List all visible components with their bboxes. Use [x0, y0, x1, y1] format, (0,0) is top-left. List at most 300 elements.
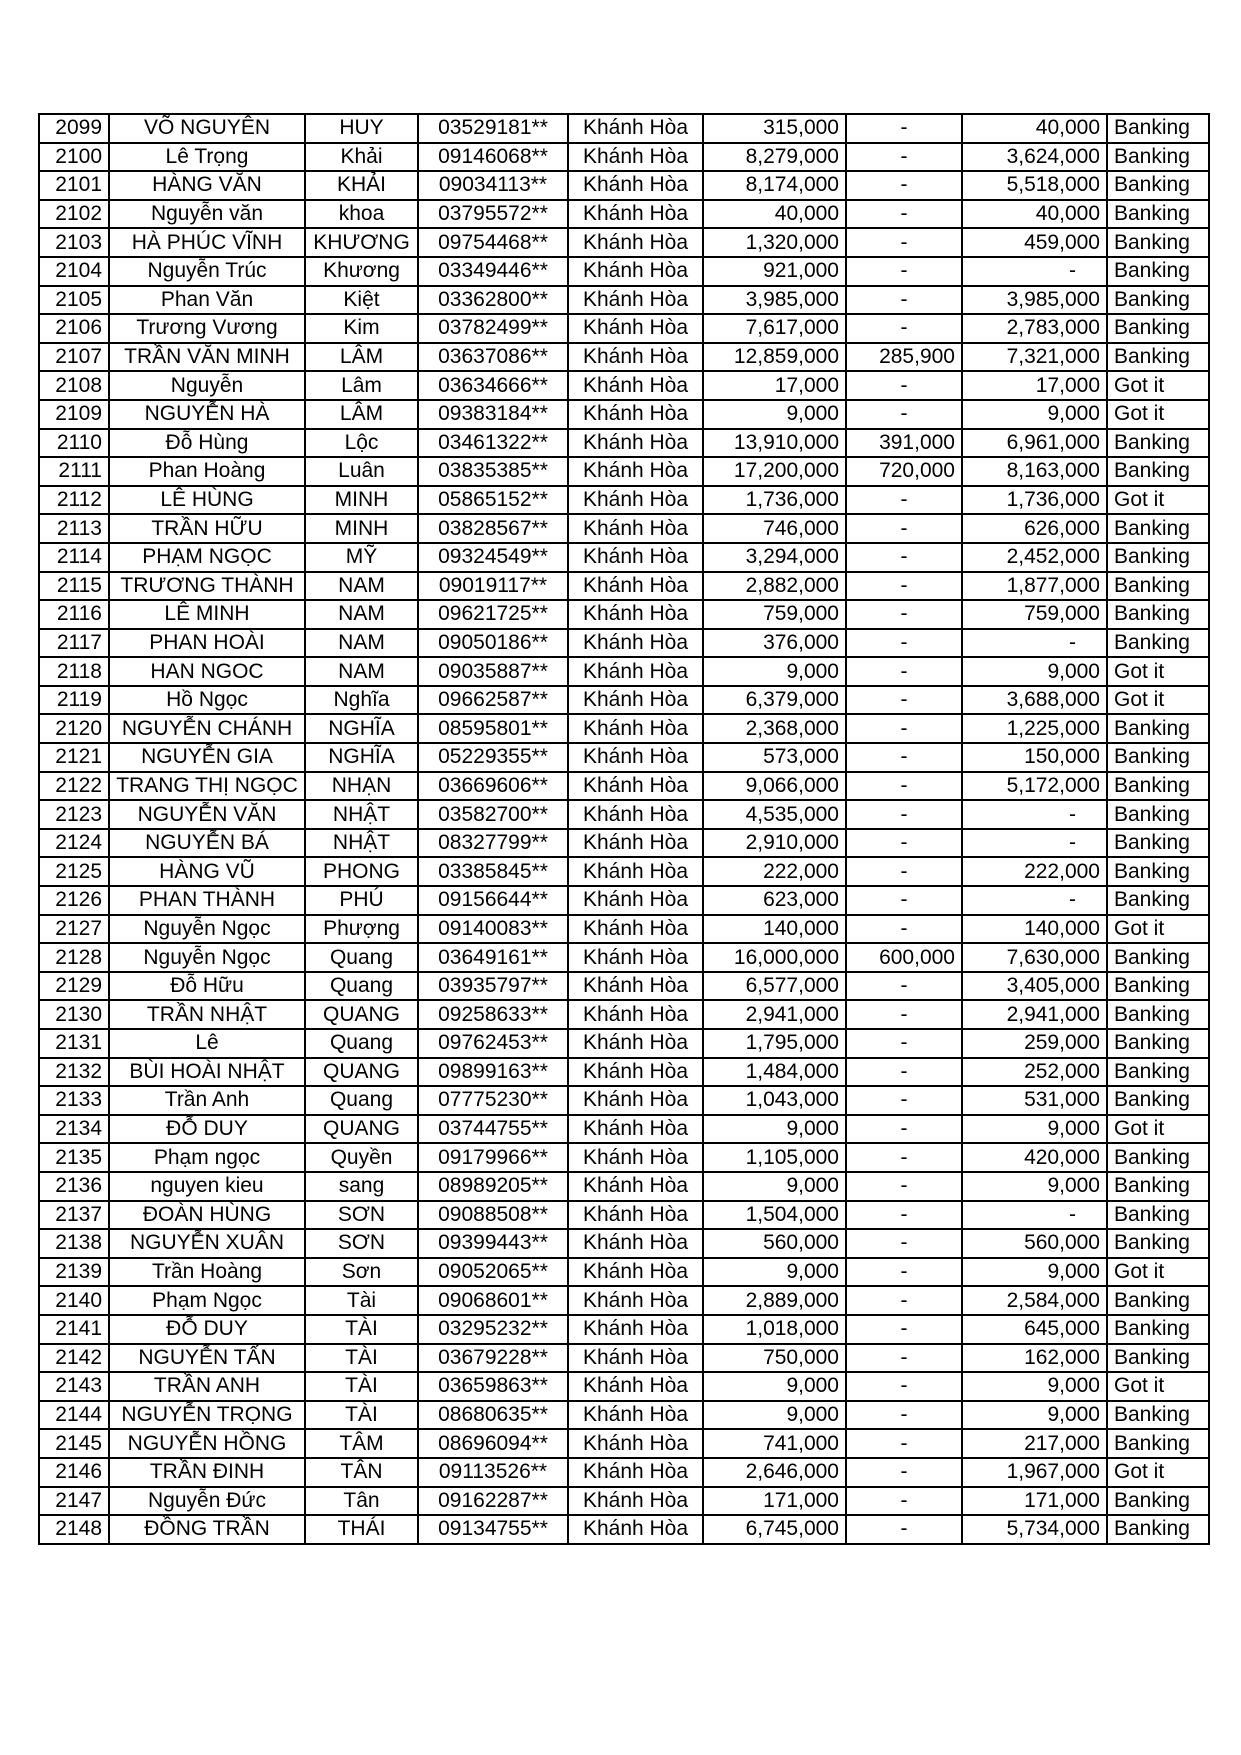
table-row [39, 972, 1209, 1001]
province-cell: Khánh Hòa [568, 915, 703, 944]
fee-cell: - [846, 200, 962, 229]
row-number-cell: 2125 [39, 857, 109, 886]
amount-cell: 9,000 [703, 1258, 846, 1287]
table-row [39, 1115, 1209, 1144]
row-number-cell: 2140 [39, 1286, 109, 1315]
fee-cell: - [846, 257, 962, 286]
phone-cell: 08696094** [418, 1429, 568, 1458]
table-row [39, 314, 1209, 343]
last-name-cell: VÕ NGUYÊN [109, 114, 305, 143]
last-name-cell: Lê Trọng [109, 143, 305, 172]
fee-cell: - [846, 1487, 962, 1516]
province-cell: Khánh Hòa [568, 1372, 703, 1401]
last-name-cell: Nguyễn Trúc [109, 257, 305, 286]
table-row [39, 800, 1209, 829]
first-name-cell: Quang [305, 972, 418, 1001]
fee-cell: - [846, 886, 962, 915]
row-number-cell: 2110 [39, 429, 109, 458]
phone-cell: 09156644** [418, 886, 568, 915]
payment-method-cell: Got it [1107, 1115, 1209, 1144]
amount-cell: 759,000 [703, 600, 846, 629]
first-name-cell: QUANG [305, 1000, 418, 1029]
last-name-cell: NGUYỄN TRỌNG [109, 1401, 305, 1430]
row-number-cell: 2148 [39, 1515, 109, 1544]
table-row [39, 657, 1209, 686]
table-row [39, 1258, 1209, 1287]
province-cell: Khánh Hòa [568, 429, 703, 458]
first-name-cell: NAM [305, 600, 418, 629]
payment-method-cell: Got it [1107, 915, 1209, 944]
table-row [39, 686, 1209, 715]
phone-cell: 09399443** [418, 1229, 568, 1258]
province-cell: Khánh Hòa [568, 400, 703, 429]
province-cell: Khánh Hòa [568, 1000, 703, 1029]
first-name-cell: NAM [305, 629, 418, 658]
paid-amount-cell: 9,000 [962, 1172, 1107, 1201]
phone-cell: 05865152** [418, 486, 568, 515]
fee-cell: - [846, 543, 962, 572]
table-row [39, 943, 1209, 972]
paid-amount-cell: 9,000 [962, 1372, 1107, 1401]
payment-method-cell: Got it [1107, 1458, 1209, 1487]
fee-cell: - [846, 1000, 962, 1029]
table-row [39, 228, 1209, 257]
row-number-cell: 2123 [39, 800, 109, 829]
payment-method-cell: Banking [1107, 1229, 1209, 1258]
first-name-cell: NHẬT [305, 829, 418, 858]
paid-amount-cell: 645,000 [962, 1315, 1107, 1344]
phone-cell: 09146068** [418, 143, 568, 172]
first-name-cell: MINH [305, 486, 418, 515]
amount-cell: 3,985,000 [703, 286, 846, 315]
paid-amount-cell: 2,783,000 [962, 314, 1107, 343]
province-cell: Khánh Hòa [568, 371, 703, 400]
row-number-cell: 2124 [39, 829, 109, 858]
payment-method-cell: Banking [1107, 429, 1209, 458]
payment-method-cell: Banking [1107, 343, 1209, 372]
table-row [39, 114, 1209, 143]
last-name-cell: Nguyễn Đức [109, 1487, 305, 1516]
first-name-cell: NGHĨA [305, 714, 418, 743]
province-cell: Khánh Hòa [568, 743, 703, 772]
first-name-cell: NHẬT [305, 800, 418, 829]
phone-cell: 03385845** [418, 857, 568, 886]
fee-cell: - [846, 1201, 962, 1230]
amount-cell: 2,368,000 [703, 714, 846, 743]
amount-cell: 1,043,000 [703, 1086, 846, 1115]
last-name-cell: Phan Hoàng [109, 457, 305, 486]
first-name-cell: TÀI [305, 1401, 418, 1430]
phone-cell: 09068601** [418, 1286, 568, 1315]
fee-cell: - [846, 743, 962, 772]
phone-cell: 03795572** [418, 200, 568, 229]
fee-cell: - [846, 171, 962, 200]
first-name-cell: SƠN [305, 1229, 418, 1258]
fee-cell: - [846, 1143, 962, 1172]
province-cell: Khánh Hòa [568, 972, 703, 1001]
phone-cell: 09019117** [418, 572, 568, 601]
last-name-cell: HÀNG VĂN [109, 171, 305, 200]
row-number-cell: 2102 [39, 200, 109, 229]
first-name-cell: PHÚ [305, 886, 418, 915]
paid-amount-cell: 7,630,000 [962, 943, 1107, 972]
first-name-cell: Quang [305, 943, 418, 972]
payment-method-cell: Got it [1107, 400, 1209, 429]
paid-amount-cell: 6,961,000 [962, 429, 1107, 458]
table-row [39, 915, 1209, 944]
payment-method-cell: Banking [1107, 314, 1209, 343]
row-number-cell: 2133 [39, 1086, 109, 1115]
fee-cell: - [846, 286, 962, 315]
first-name-cell: Khương [305, 257, 418, 286]
amount-cell: 9,000 [703, 1115, 846, 1144]
fee-cell: - [846, 1515, 962, 1544]
province-cell: Khánh Hòa [568, 657, 703, 686]
province-cell: Khánh Hòa [568, 1515, 703, 1544]
amount-cell: 921,000 [703, 257, 846, 286]
last-name-cell: ĐỒNG TRẦN [109, 1515, 305, 1544]
amount-cell: 9,000 [703, 1401, 846, 1430]
fee-cell: 391,000 [846, 429, 962, 458]
last-name-cell: Phạm ngọc [109, 1143, 305, 1172]
amount-cell: 171,000 [703, 1487, 846, 1516]
last-name-cell: TRƯƠNG THÀNH [109, 572, 305, 601]
table-row [39, 1086, 1209, 1115]
amount-cell: 7,617,000 [703, 314, 846, 343]
amount-cell: 2,646,000 [703, 1458, 846, 1487]
row-number-cell: 2100 [39, 143, 109, 172]
paid-amount-cell: 1,877,000 [962, 572, 1107, 601]
row-number-cell: 2141 [39, 1315, 109, 1344]
fee-cell: - [846, 514, 962, 543]
province-cell: Khánh Hòa [568, 629, 703, 658]
phone-cell: 09134755** [418, 1515, 568, 1544]
amount-cell: 560,000 [703, 1229, 846, 1258]
amount-cell: 9,000 [703, 657, 846, 686]
first-name-cell: TÀI [305, 1372, 418, 1401]
last-name-cell: TRANG THỊ NGỌC [109, 772, 305, 801]
last-name-cell: TRẦN HỮU [109, 514, 305, 543]
first-name-cell: TÂN [305, 1458, 418, 1487]
payment-method-cell: Banking [1107, 114, 1209, 143]
last-name-cell: Nguyễn Ngọc [109, 943, 305, 972]
last-name-cell: ĐỖ DUY [109, 1115, 305, 1144]
fee-cell: 600,000 [846, 943, 962, 972]
phone-cell: 03744755** [418, 1115, 568, 1144]
last-name-cell: Trần Anh [109, 1086, 305, 1115]
row-number-cell: 2099 [39, 114, 109, 143]
first-name-cell: NAM [305, 572, 418, 601]
fee-cell: - [846, 972, 962, 1001]
row-number-cell: 2104 [39, 257, 109, 286]
last-name-cell: Nguyễn văn [109, 200, 305, 229]
table-row [39, 629, 1209, 658]
phone-cell: 09035887** [418, 657, 568, 686]
paid-amount-cell: 2,584,000 [962, 1286, 1107, 1315]
phone-cell: 03835385** [418, 457, 568, 486]
row-number-cell: 2127 [39, 915, 109, 944]
paid-amount-cell: 222,000 [962, 857, 1107, 886]
province-cell: Khánh Hòa [568, 228, 703, 257]
province-cell: Khánh Hòa [568, 1344, 703, 1373]
row-number-cell: 2130 [39, 1000, 109, 1029]
payment-method-cell: Banking [1107, 1029, 1209, 1058]
phone-cell: 03649161** [418, 943, 568, 972]
last-name-cell: Phan Văn [109, 286, 305, 315]
province-cell: Khánh Hòa [568, 343, 703, 372]
amount-cell: 12,859,000 [703, 343, 846, 372]
last-name-cell: TRẦN VĂN MINH [109, 343, 305, 372]
phone-cell: 03582700** [418, 800, 568, 829]
last-name-cell: LÊ MINH [109, 600, 305, 629]
last-name-cell: Nguyễn Ngọc [109, 915, 305, 944]
phone-cell: 09088508** [418, 1201, 568, 1230]
payment-method-cell: Banking [1107, 829, 1209, 858]
row-number-cell: 2121 [39, 743, 109, 772]
province-cell: Khánh Hòa [568, 1029, 703, 1058]
last-name-cell: Đỗ Hữu [109, 972, 305, 1001]
paid-amount-cell: 626,000 [962, 514, 1107, 543]
fee-cell: - [846, 1172, 962, 1201]
phone-cell: 09754468** [418, 228, 568, 257]
fee-cell: - [846, 228, 962, 257]
row-number-cell: 2126 [39, 886, 109, 915]
row-number-cell: 2135 [39, 1143, 109, 1172]
phone-cell: 09052065** [418, 1258, 568, 1287]
phone-cell: 03679228** [418, 1344, 568, 1373]
phone-cell: 09383184** [418, 400, 568, 429]
phone-cell: 09034113** [418, 171, 568, 200]
first-name-cell: Nghĩa [305, 686, 418, 715]
last-name-cell: Đỗ Hùng [109, 429, 305, 458]
first-name-cell: Sơn [305, 1258, 418, 1287]
paid-amount-cell: 3,624,000 [962, 143, 1107, 172]
amount-cell: 1,484,000 [703, 1058, 846, 1087]
amount-cell: 222,000 [703, 857, 846, 886]
row-number-cell: 2111 [39, 457, 109, 486]
row-number-cell: 2138 [39, 1229, 109, 1258]
province-cell: Khánh Hòa [568, 1201, 703, 1230]
first-name-cell: Lộc [305, 429, 418, 458]
first-name-cell: HUY [305, 114, 418, 143]
paid-amount-cell: 459,000 [962, 228, 1107, 257]
paid-amount-cell: 3,688,000 [962, 686, 1107, 715]
payment-method-cell: Banking [1107, 543, 1209, 572]
phone-cell: 05229355** [418, 743, 568, 772]
payment-method-cell: Banking [1107, 1401, 1209, 1430]
fee-cell: - [846, 772, 962, 801]
province-cell: Khánh Hòa [568, 457, 703, 486]
table-row [39, 1000, 1209, 1029]
province-cell: Khánh Hòa [568, 1115, 703, 1144]
row-number-cell: 2108 [39, 371, 109, 400]
paid-amount-cell: 150,000 [962, 743, 1107, 772]
province-cell: Khánh Hòa [568, 314, 703, 343]
fee-cell: - [846, 1029, 962, 1058]
first-name-cell: Phượng [305, 915, 418, 944]
first-name-cell: TÀI [305, 1344, 418, 1373]
province-cell: Khánh Hòa [568, 1487, 703, 1516]
payment-method-cell: Banking [1107, 972, 1209, 1001]
first-name-cell: NAM [305, 657, 418, 686]
province-cell: Khánh Hòa [568, 1429, 703, 1458]
phone-cell: 03782499** [418, 314, 568, 343]
row-number-cell: 2143 [39, 1372, 109, 1401]
paid-amount-cell: 2,941,000 [962, 1000, 1107, 1029]
first-name-cell: Lâm [305, 371, 418, 400]
first-name-cell: NGHĨA [305, 743, 418, 772]
row-number-cell: 2128 [39, 943, 109, 972]
table-row [39, 600, 1209, 629]
table-row [39, 1487, 1209, 1516]
last-name-cell: TRẦN ĐINH [109, 1458, 305, 1487]
paid-amount-cell: 9,000 [962, 1258, 1107, 1287]
amount-cell: 1,795,000 [703, 1029, 846, 1058]
phone-cell: 09179966** [418, 1143, 568, 1172]
phone-cell: 09899163** [418, 1058, 568, 1087]
first-name-cell: Quang [305, 1086, 418, 1115]
province-cell: Khánh Hòa [568, 486, 703, 515]
table-row [39, 200, 1209, 229]
paid-amount-cell: 1,736,000 [962, 486, 1107, 515]
row-number-cell: 2142 [39, 1344, 109, 1373]
payment-method-cell: Got it [1107, 1258, 1209, 1287]
table-row [39, 1401, 1209, 1430]
payment-method-cell: Banking [1107, 600, 1209, 629]
first-name-cell: Tài [305, 1286, 418, 1315]
province-cell: Khánh Hòa [568, 200, 703, 229]
paid-amount-cell: 259,000 [962, 1029, 1107, 1058]
table-row [39, 1315, 1209, 1344]
paid-amount-cell: 217,000 [962, 1429, 1107, 1458]
row-number-cell: 2145 [39, 1429, 109, 1458]
last-name-cell: PHAN HOÀI [109, 629, 305, 658]
paid-amount-cell: 2,452,000 [962, 543, 1107, 572]
phone-cell: 03637086** [418, 343, 568, 372]
paid-amount-cell: 171,000 [962, 1487, 1107, 1516]
province-cell: Khánh Hòa [568, 800, 703, 829]
phone-cell: 09662587** [418, 686, 568, 715]
amount-cell: 2,882,000 [703, 572, 846, 601]
paid-amount-cell: 9,000 [962, 400, 1107, 429]
phone-cell: 09113526** [418, 1458, 568, 1487]
row-number-cell: 2122 [39, 772, 109, 801]
paid-amount-cell: 162,000 [962, 1344, 1107, 1373]
first-name-cell: Kim [305, 314, 418, 343]
last-name-cell: Hồ Ngọc [109, 686, 305, 715]
fee-cell: - [846, 1315, 962, 1344]
table-row [39, 1143, 1209, 1172]
paid-amount-cell: 17,000 [962, 371, 1107, 400]
first-name-cell: NHẠN [305, 772, 418, 801]
row-number-cell: 2132 [39, 1058, 109, 1087]
payment-method-cell: Got it [1107, 486, 1209, 515]
paid-amount-cell: 7,321,000 [962, 343, 1107, 372]
amount-cell: 2,889,000 [703, 1286, 846, 1315]
last-name-cell: Phạm Ngọc [109, 1286, 305, 1315]
last-name-cell: TRẦN ANH [109, 1372, 305, 1401]
province-cell: Khánh Hòa [568, 600, 703, 629]
fee-cell: - [846, 829, 962, 858]
first-name-cell: Khải [305, 143, 418, 172]
phone-cell: 03634666** [418, 371, 568, 400]
payment-method-cell: Banking [1107, 743, 1209, 772]
province-cell: Khánh Hòa [568, 857, 703, 886]
phone-cell: 03935797** [418, 972, 568, 1001]
payment-method-cell: Banking [1107, 143, 1209, 172]
province-cell: Khánh Hòa [568, 257, 703, 286]
payment-method-cell: Banking [1107, 228, 1209, 257]
province-cell: Khánh Hòa [568, 886, 703, 915]
table-row [39, 257, 1209, 286]
phone-cell: 08595801** [418, 714, 568, 743]
province-cell: Khánh Hòa [568, 1258, 703, 1287]
fee-cell: - [846, 686, 962, 715]
fee-cell: - [846, 114, 962, 143]
fee-cell: - [846, 1086, 962, 1115]
last-name-cell: LÊ HÙNG [109, 486, 305, 515]
last-name-cell: HÀNG VŨ [109, 857, 305, 886]
paid-amount-cell: 5,518,000 [962, 171, 1107, 200]
first-name-cell: MINH [305, 514, 418, 543]
paid-amount-cell: 140,000 [962, 915, 1107, 944]
payment-method-cell: Banking [1107, 1315, 1209, 1344]
amount-cell: 741,000 [703, 1429, 846, 1458]
last-name-cell: PHẠM NGỌC [109, 543, 305, 572]
payment-method-cell: Banking [1107, 1487, 1209, 1516]
row-number-cell: 2136 [39, 1172, 109, 1201]
last-name-cell: BÙI HOÀI NHẬT [109, 1058, 305, 1087]
row-number-cell: 2120 [39, 714, 109, 743]
first-name-cell: Tân [305, 1487, 418, 1516]
first-name-cell: PHONG [305, 857, 418, 886]
province-cell: Khánh Hòa [568, 543, 703, 572]
row-number-cell: 2118 [39, 657, 109, 686]
paid-amount-cell: 40,000 [962, 114, 1107, 143]
table-row [39, 286, 1209, 315]
table-row [39, 1286, 1209, 1315]
fee-cell: - [846, 1286, 962, 1315]
province-cell: Khánh Hòa [568, 1058, 703, 1087]
table-row [39, 1029, 1209, 1058]
fee-cell: - [846, 143, 962, 172]
row-number-cell: 2119 [39, 686, 109, 715]
phone-cell: 03659863** [418, 1372, 568, 1401]
fee-cell: - [846, 600, 962, 629]
last-name-cell: NGUYỄN HỒNG [109, 1429, 305, 1458]
fee-cell: - [846, 629, 962, 658]
paid-amount-cell: 9,000 [962, 657, 1107, 686]
last-name-cell: NGUYỄN CHÁNH [109, 714, 305, 743]
payment-method-cell: Banking [1107, 514, 1209, 543]
payment-method-cell: Banking [1107, 943, 1209, 972]
amount-cell: 750,000 [703, 1344, 846, 1373]
fee-cell: - [846, 857, 962, 886]
row-number-cell: 2115 [39, 572, 109, 601]
phone-cell: 08680635** [418, 1401, 568, 1430]
paid-amount-cell: 560,000 [962, 1229, 1107, 1258]
paid-amount-cell: 1,967,000 [962, 1458, 1107, 1487]
table-row [39, 143, 1209, 172]
fee-cell: - [846, 1458, 962, 1487]
table-row [39, 543, 1209, 572]
paid-amount-cell: 40,000 [962, 200, 1107, 229]
table-row [39, 1458, 1209, 1487]
row-number-cell: 2116 [39, 600, 109, 629]
first-name-cell: khoa [305, 200, 418, 229]
paid-amount-cell: 9,000 [962, 1401, 1107, 1430]
table-row [39, 429, 1209, 458]
